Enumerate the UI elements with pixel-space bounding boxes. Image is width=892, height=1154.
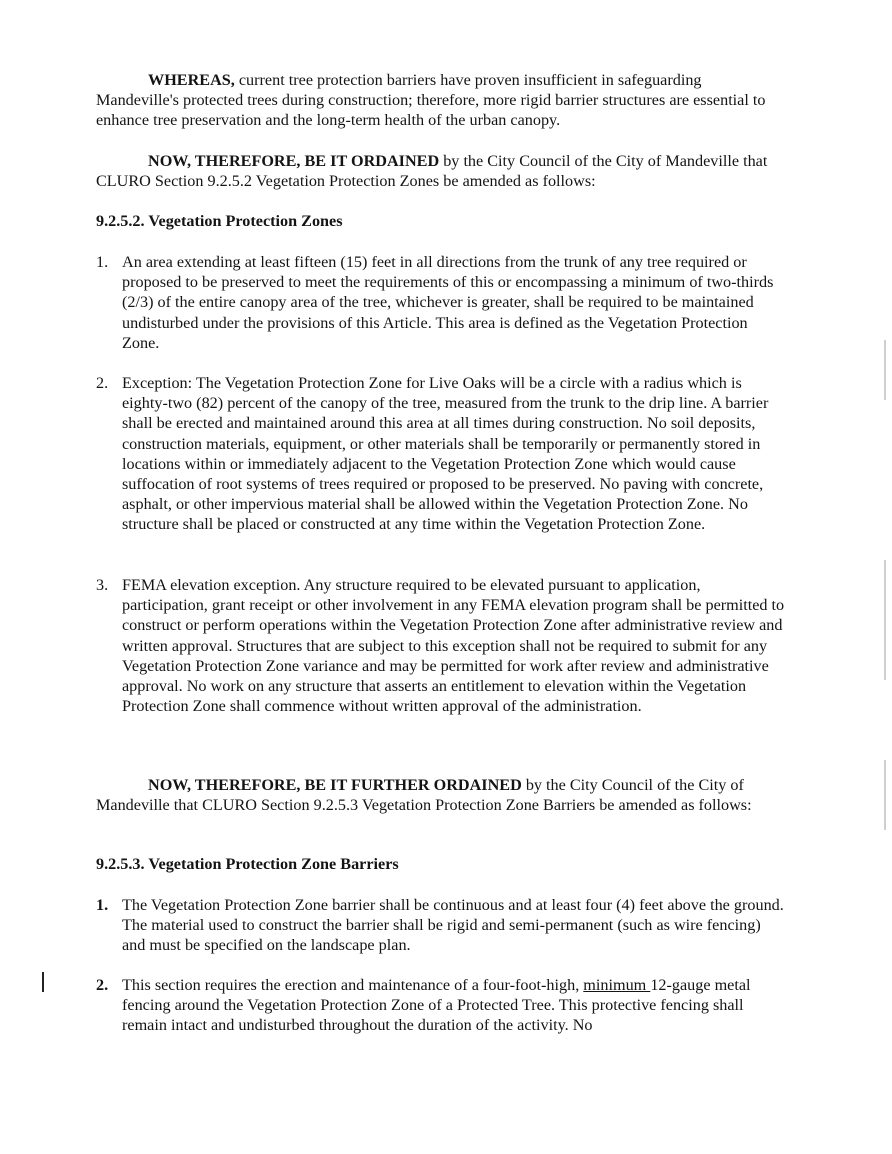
further-ordained-paragraph bbox=[96, 775, 786, 815]
ordained-text: by the City Council of the City of Mandeville that CLURO Section 9.2.5.2 Vegetation Protection Zones be amended as follows: bbox=[96, 152, 768, 191]
ordained-lead: NOW, THEREFORE, BE IT ORDAINED bbox=[148, 152, 440, 170]
scan-edge-artifact bbox=[884, 760, 886, 830]
inserted-text: minimum bbox=[583, 976, 651, 994]
list-item-number: 3. bbox=[96, 576, 109, 594]
list-item bbox=[96, 575, 786, 716]
list-item-text: The Vegetation Protection Zone barrier shall be continuous and at least four (4) feet above the ground. The material used to construct the barrier shall be rigid and semi-permanent (such as wire fencing) and must be specified on the landscape plan. bbox=[122, 896, 784, 955]
ordained-paragraph bbox=[96, 151, 786, 191]
list-item bbox=[96, 895, 786, 956]
list-item-text bbox=[122, 975, 786, 1036]
list-item bbox=[96, 975, 786, 1036]
section-heading-9-2-5-2: 9.2.5.2. Vegetation Protection Zones bbox=[96, 212, 343, 230]
list-item bbox=[96, 252, 786, 353]
list-item-text-part: 12-gauge metal fencing around the Vegetation Protection Zone of a Protected Tree. This protective fencing shall remain intact and undisturbed throughout the duration of the activity. No bbox=[122, 976, 751, 1035]
section-heading-9-2-5-3: 9.2.5.3. Vegetation Protection Zone Barriers bbox=[96, 855, 399, 873]
list-item-text: An area extending at least fifteen (15) feet in all directions from the trunk of any tree required or proposed to be preserved to meet the requirements of this or encompassing a minimum of two-thirds (2/3) of the entire canopy area of the tree, whichever is greater, shall be required to be maintained undisturbed under the provisions of this Article. This area is defined as the Vegetation Protection Zone. bbox=[122, 253, 774, 352]
revision-change-bar bbox=[42, 972, 44, 992]
further-ordained-lead: NOW, THEREFORE, BE IT FURTHER ORDAINED bbox=[148, 776, 522, 794]
list-item-number: 1. bbox=[96, 253, 109, 271]
whereas-lead: WHEREAS, bbox=[148, 71, 235, 89]
list-item-number: 1. bbox=[96, 896, 109, 914]
list-item-text: Exception: The Vegetation Protection Zone for Live Oaks will be a circle with a radius which is eighty-two (82) percent of the canopy of the tree, measured from the trunk to the drip line. A barrier shall be erected and maintained around this area at all times during construction. No soil deposits, construction materials, equipment, or other materials shall be temporarily or permanently stored in locations within or immediately adjacent to the Vegetation Protection Zone which would cause suffocation of root systems of trees required or proposed to be preserved. No paving with concrete, asphalt, or other impervious material shall be allowed within the Vegetation Protection Zone. No structure shall be placed or constructed at any time within the Vegetation Protection Zone. bbox=[122, 374, 769, 534]
whereas-paragraph bbox=[96, 70, 786, 131]
list-item-text-part: This section requires the erection and maintenance of a four-foot-high, bbox=[122, 976, 584, 994]
list-item-number: 2. bbox=[96, 976, 109, 994]
scan-edge-artifact bbox=[884, 340, 886, 400]
list-item-number: 2. bbox=[96, 374, 109, 392]
whereas-text: current tree protection barriers have proven insufficient in safeguarding Mandeville's protected trees during construction; therefore, more rigid barrier structures are essential to enhance tree preservation and the long-term health of the urban canopy. bbox=[96, 71, 766, 130]
further-ordained-text: by the City Council of the City of Mandeville that CLURO Section 9.2.5.3 Vegetation Protection Zone Barriers be amended as follows: bbox=[96, 776, 752, 815]
list-item-text: FEMA elevation exception. Any structure required to be elevated pursuant to application, participation, grant receipt or other involvement in any FEMA elevation program shall be permitted to construct or perform operations within the Vegetation Protection Zone after administrative review and written approval. Structures that are subject to this exception shall not be required to submit for any Vegetation Protection Zone variance and may be permitted for work after review and administrative approval. No work on any structure that asserts an entitlement to elevation within the Vegetation Protection Zone shall commence without written approval of the administration. bbox=[122, 576, 785, 716]
list-item bbox=[96, 373, 786, 535]
scan-edge-artifact bbox=[884, 560, 886, 680]
